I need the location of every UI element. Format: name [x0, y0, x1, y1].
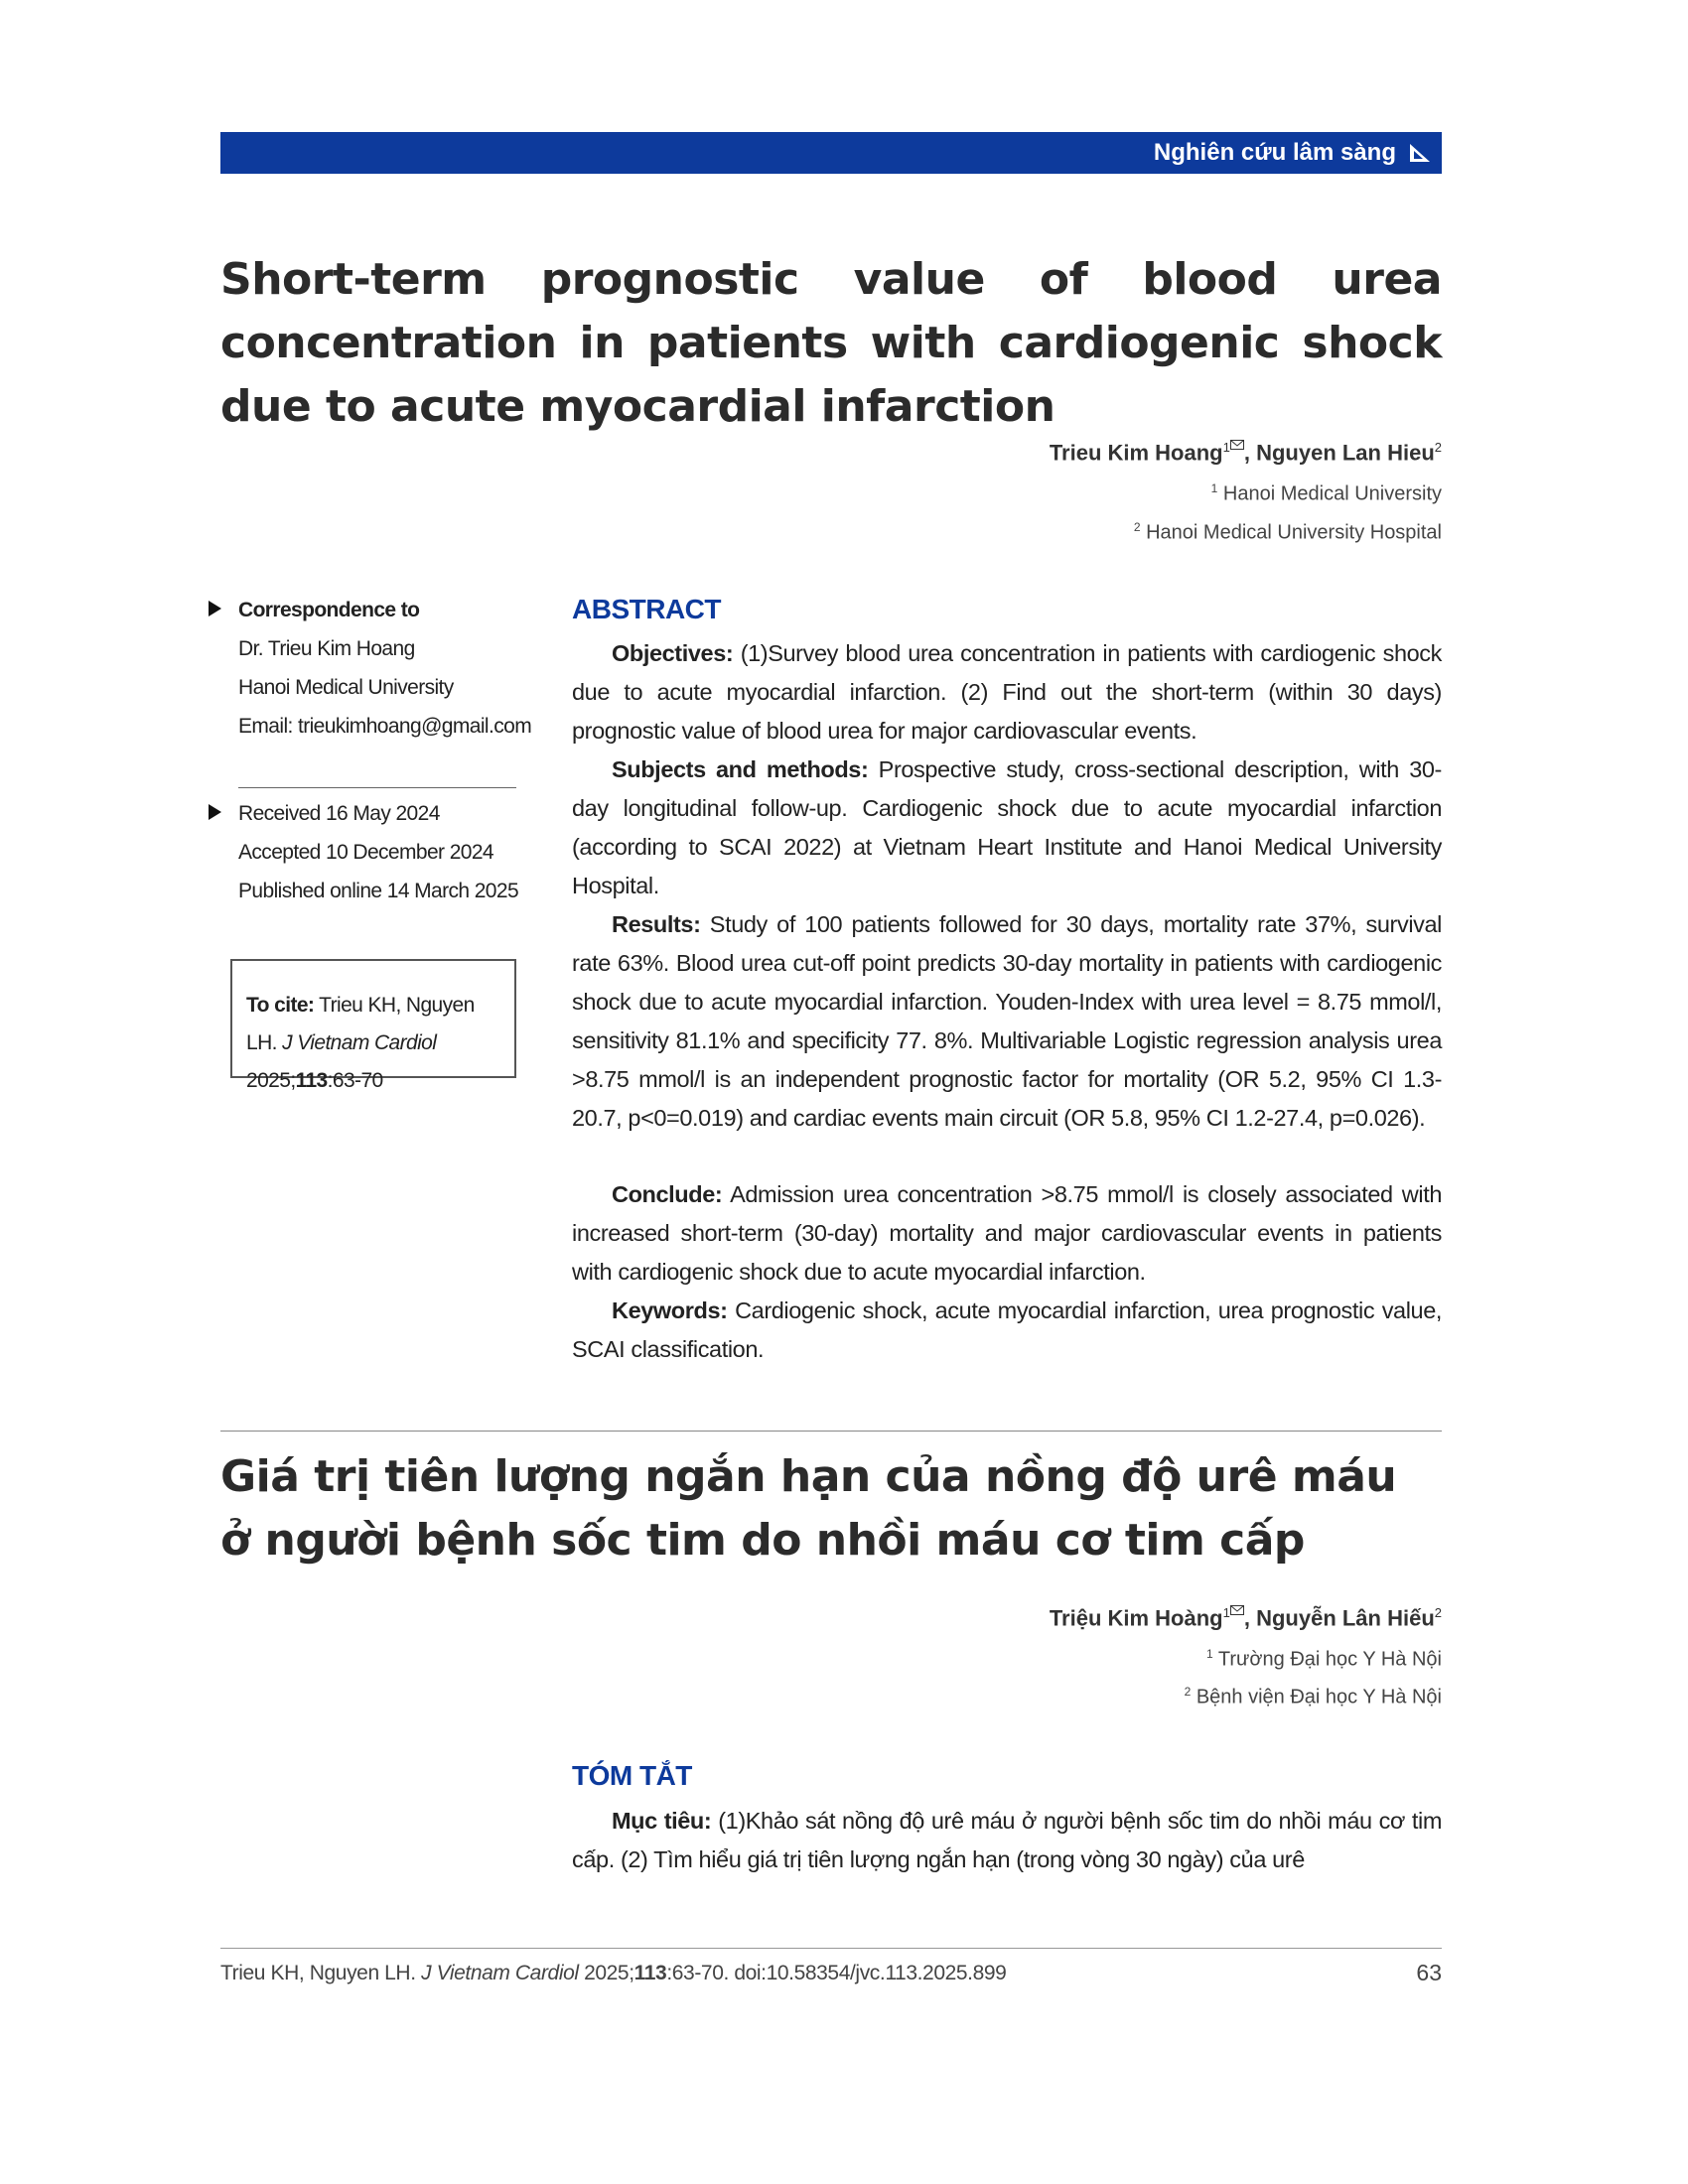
corner-triangle-icon	[1408, 142, 1432, 164]
author-affil-sup: 1	[1222, 440, 1230, 455]
title-line: ở người bệnh sốc tim do nhồi máu cơ tim cấp	[220, 1515, 1305, 1566]
cite-volume: 113	[295, 1069, 328, 1092]
footer-divider	[220, 1948, 1442, 1949]
para-text: (1)Survey blood urea concentration in patients with cardiogenic shock due to acute myocardial infarction. (2) Find out the short-term (within 30 days) prognostic value of blood urea for major cardiovascular events.	[572, 640, 1442, 744]
article-title-vi	[220, 1445, 1442, 1572]
footer-journal: J Vietnam Cardiol	[421, 1962, 579, 1984]
bullet-triangle-icon	[209, 804, 221, 820]
author-affil-sup: 2	[1434, 440, 1442, 455]
cite-authors: Trieu KH, Nguyen LH.	[246, 994, 475, 1054]
affiliation	[1134, 520, 1442, 545]
author-name: Nguyen Lan Hieu	[1256, 440, 1435, 466]
sidebar-email[interactable]: Email: trieukimhoang@gmail.com	[238, 715, 532, 738]
sidebar-line: Received 16 May 2024	[238, 802, 440, 825]
abstract-methods	[572, 751, 1442, 905]
para-label: Results:	[612, 911, 701, 937]
title-line: Giá trị tiên lượng ngắn hạn của nồng độ urê máu	[220, 1451, 1397, 1502]
author-list: Trieu Kim Hoang$^1$ , Nguyen Lan Hieu$^2$	[1049, 440, 1442, 466]
section-label: Nghiên cứu lâm sàng	[1153, 139, 1396, 166]
para-label: Subjects and methods:	[612, 756, 869, 782]
author-list-vi: Triệu Kim Hoàng$^1$ , Nguyễn Lân Hiếu$^2$	[1049, 1605, 1442, 1631]
cite-pages: :63-70	[327, 1069, 383, 1092]
abstract-results	[572, 905, 1442, 1138]
affil-text: Bệnh viện Đại học Y Hà Nội	[1196, 1686, 1442, 1708]
sidebar-line: Accepted 10 December 2024	[238, 841, 494, 864]
affiliation-vi	[1206, 1647, 1442, 1672]
sidebar-line: Correspondence to	[238, 599, 420, 621]
footer-citation	[220, 1962, 1006, 1985]
abstract-keywords	[572, 1292, 1442, 1369]
abstract-objectives-vi	[572, 1802, 1442, 1879]
envelope-icon	[1230, 440, 1244, 450]
footer-doi: :63-70. doi:10.58354/jvc.113.2025.899	[666, 1962, 1007, 1984]
sidebar-line: Hanoi Medical University	[238, 676, 454, 699]
affiliation-vi	[1185, 1685, 1442, 1709]
sidebar-divider	[238, 787, 516, 788]
para-label: Keywords:	[612, 1297, 728, 1323]
para-label: Objectives:	[612, 640, 734, 666]
footer-year: 2025;	[584, 1962, 634, 1984]
section-banner	[220, 132, 1442, 174]
abstract-heading: ABSTRACT	[572, 594, 721, 624]
abstract-heading-vi: TÓM TẮT	[572, 1760, 692, 1791]
sidebar-line: Published online 14 March 2025	[238, 880, 519, 902]
para-text: Cardiogenic shock, acute myocardial infarction, urea prognostic value, SCAI classification.	[572, 1297, 1442, 1362]
cite-year: 2025;	[246, 1069, 296, 1092]
abstract-objectives	[572, 634, 1442, 751]
author-affil-sup: 1	[1222, 1605, 1230, 1620]
affil-text: Hanoi Medical University Hospital	[1146, 521, 1442, 544]
cite-label: To cite:	[246, 994, 315, 1017]
cite-journal: J Vietnam Cardiol	[282, 1031, 437, 1054]
bullet-triangle-icon	[209, 601, 221, 616]
affil-sup: 1	[1205, 1647, 1213, 1661]
author-name: Trieu Kim Hoang	[1049, 440, 1223, 466]
citation-box	[230, 959, 516, 1092]
article-title: Short-term prognostic value of blood urea concentration in patients with cardiogenic shock due to acute myocardial infarction	[220, 254, 1442, 432]
affil-sup: 2	[1184, 1685, 1192, 1699]
abstract-conclude	[572, 1175, 1442, 1292]
sidebar-line: Dr. Trieu Kim Hoang	[238, 637, 415, 660]
page-number: 63	[1416, 1960, 1442, 1985]
author-name: Nguyễn Lân Hiếu	[1256, 1605, 1435, 1631]
para-label: Mục tiêu:	[612, 1808, 712, 1834]
para-label: Conclude:	[612, 1181, 723, 1207]
para-text: Prospective study, cross-sectional description, with 30-day longitudinal follow-up. Cardiogenic shock due to acute myocardial infarction (according to SCAI 2022) at Vietnam Heart Institute and Hanoi Medical University Hospital.	[572, 756, 1442, 898]
footer-authors: Trieu KH, Nguyen LH.	[220, 1962, 416, 1984]
author-name: Triệu Kim Hoàng	[1049, 1605, 1223, 1631]
envelope-icon	[1230, 1605, 1244, 1615]
affil-sup: 1	[1210, 481, 1218, 495]
section-divider	[220, 1431, 1442, 1432]
citation-text	[246, 987, 504, 1100]
para-text: Study of 100 patients followed for 30 days, mortality rate 37%, survival rate 63%. Blood urea cut-off point predicts 30-day mortality in patients with cardiogenic shock due to acute myocardial infarction. Youden-Index with urea level = 8.75 mmol/l, sensitivity 81.1% and specificity 77. 8%. Multivariable Logistic regression analysis urea >8.75 mmol/l is an independent prognostic factor for mortality (OR 5.2, 95% CI 1.3- 20.7, p<0=0.019) and cardiac events main circuit (OR 5.8, 95% CI 1.2-27.4, p=0.026).	[572, 911, 1442, 1131]
affil-text: Trường Đại học Y Hà Nội	[1217, 1648, 1442, 1671]
affiliation	[1211, 481, 1442, 506]
para-text: (1)Khảo sát nồng độ urê máu ở người bệnh sốc tim do nhồi máu cơ tim cấp. (2) Tìm hiểu giá trị tiên lượng ngắn hạn (trong vòng 30 ngày) của urê	[572, 1808, 1442, 1872]
footer-volume: 113	[633, 1962, 667, 1984]
author-affil-sup: 2	[1434, 1605, 1442, 1620]
para-text: Admission urea concentration >8.75 mmol/l is closely associated with increased short-term (30-day) mortality and major cardiovascular events in patients with cardiogenic shock due to acute myocardial infarction.	[572, 1181, 1442, 1285]
affil-text: Hanoi Medical University	[1222, 482, 1442, 505]
affil-sup: 2	[1133, 520, 1141, 534]
